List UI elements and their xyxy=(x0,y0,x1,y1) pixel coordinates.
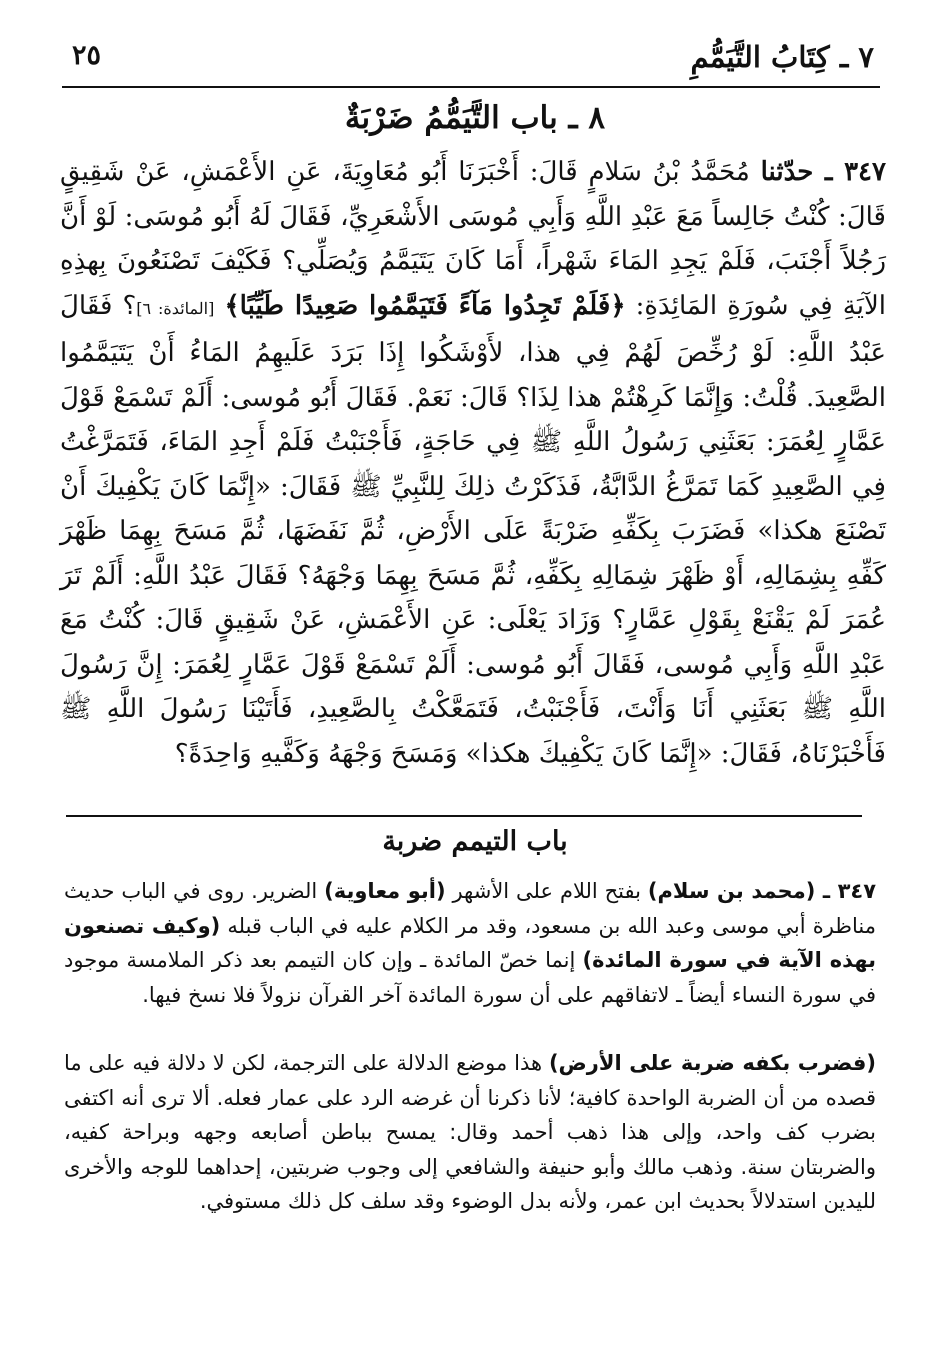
hadith-text xyxy=(60,150,886,776)
commentary-text: الضرير. روى في الباب حديث مناظرة أبي موسى وعبد الله بن مسعود، وقد مر الكلام عليه في الباب قبله xyxy=(64,879,876,938)
hadith-text-part-1: مُحَمَّدُ بْنُ سَلامٍ قَالَ: أَخْبَرَنَا أَبُو مُعَاوِيَةَ، عَنِ الأَعْمَشِ، عَنْ شَقِيقٍ قَالَ: كُنْتُ جَالِساً مَعَ عَبْدِ اللَّهِ وَأَبِي مُوسَى الأَشْعَرِيِّ، فَقَالَ لَهُ أَبُو مُوسَى: لَوْ أَنَّ رَجُلاً أَجْنَبَ، فَلَمْ يَجِدِ المَاءَ شَهْراً، أَمَا كَانَ يَتَيَمَّمُ وَيُصَلِّي؟ فَكَيْفَ تَصْنَعُونَ بِهذِهِ الآيَةِ فِي سُورَةِ المَائِدَةِ: xyxy=(60,157,886,321)
commentary-term: (وكيف تصنعون بهذه الآية في سورة المائدة) xyxy=(64,913,876,972)
commentary-heading: باب التيمم ضربة xyxy=(382,826,568,857)
commentary-paragraph-2 xyxy=(64,1046,876,1219)
divider xyxy=(66,815,862,817)
commentary-number: ٣٤٧ ـ (محمد بن سلام) xyxy=(647,879,877,903)
commentary-paragraph-1 xyxy=(64,874,876,1012)
chapter-heading: ٨ ـ باب التَّيَمُّمُ ضَرْبَةٌ xyxy=(344,100,606,136)
page-number: ٢٥ xyxy=(72,40,102,71)
verse-reference: [المائدة: ٦] xyxy=(136,298,215,318)
running-title: ٧ ـ كِتَابُ التَّيَمُّمِ xyxy=(690,40,874,74)
commentary-text: هذا موضع الدلالة على الترجمة، لكن لا دلالة فيه على ما قصده من أن الضربة الواحدة كافية؛ لأنا ذكرنا أن غرضه الرد على عمار فعله. ألا ترى أنه اكتفى بضرب كف واحد، وإلى هذا ذهب أحمد وقال: يمسح بباطن أصابعه وجهه وبراحة كفيه، والضربتان سنة. وذهب مالك وأبو حنيفة والشافعي إلى وجوب ضربتين، إحداهما للوجه والأخرى لليدين استدلالاً بحديث ابن عمر، ولأنه بدل الوضوء وقد سلف كل ذلك مستوفي. xyxy=(64,1051,876,1213)
hadith-text-part-2: ؟ فَقَالَ عَبْدُ اللَّهِ: لَوْ رُخِّصَ لَهُمْ فِي هذا، لأَوْشَكُوا إِذَا بَرَدَ عَلَيهِمُ المَاءُ أَنْ يَتَيَمَّمُوا الصَّعِيدَ. قُلْتُ: وَإِنَّمَا كَرِهْتُمْ هذا لِذَا؟ قَالَ: نَعَمْ. فَقَالَ أَبُو مُوسى: أَلَمْ تَسْمَعْ قَوْلَ عَمَّارٍ لِعُمَرَ: بَعَثَنِي رَسُولُ اللَّهِ ﷺ فِي حَاجَةٍ، فَأَجْنَبْتُ فَلَمْ أَجِدِ المَاءَ، فَتَمَرَّغْتُ فِي الصَّعِيدِ كَمَا تَمَرَّغُ الدَّابَّةُ، فَذَكَرْتُ ذلِكَ لِلنَّبِيِّ ﷺ فَقَالَ: «إِنَّمَا كَانَ يَكْفِيكَ أَنْ تَصْنَعَ هكذا» فَضَرَبَ بِكَفِّهِ ضَرْبَةً عَلَى الأَرْضِ، ثُمَّ نَفَضَهَا، ثُمَّ مَسَحَ بِهِمَا ظَهْرَ كَفِّهِ بِشِمَالِهِ، أَوْ ظَهْرَ شِمَالِهِ بِكَفِّهِ، ثُمَّ مَسَحَ بِهِمَا وَجْهَهُ؟ فَقَالَ عَبْدُ اللَّهِ: أَلَمْ تَرَ عُمَرَ لَمْ يَقْنَعْ بِقَوْلِ عَمَّارٍ؟ وَزَادَ يَعْلَى: عَنِ الأَعْمَشِ، عَنْ شَقِيقٍ قَالَ: كُنْتُ مَعَ عَبْدِ اللَّهِ وَأَبِي مُوسى، فَقَالَ أَبُو مُوسى: أَلَمْ تَسْمَعْ قَوْلَ عَمَّارٍ لِعُمَرَ: إِنَّ رَسُولَ اللَّهِ ﷺ بَعَثَنِي أَنَا وَأَنْتَ، فَأَجْنَبْتُ، فَتَمَعَّكْتُ بِالصَّعِيدِ، فَأَتَيْنَا رَسُولَ اللَّهِ ﷺ فَأَخْبَرْنَاهُ، فَقَالَ: «إِنَّمَا كَانَ يَكْفِيكَ هكذا» وَمَسَحَ وَجْهَهُ وَكَفَّيهِ وَاحِدَةً؟ xyxy=(60,290,886,769)
commentary-term: (أبو معاوية) xyxy=(324,879,446,903)
commentary-text: إنما خصّ المائدة ـ وإن كان التيمم بعد ذكر الملامسة موجود في سورة النساء أيضاً ـ لاتفاقهم على أن سورة المائدة آخر القرآن نزولاً فلا نسخ فيها. xyxy=(64,948,876,1007)
commentary-term: (فضرب بكفه ضربة على الأرض) xyxy=(548,1051,876,1075)
commentary-text: بفتح اللام على الأشهر xyxy=(445,879,648,903)
quran-verse: ﴿فَلَمْ تَجِدُوا مَآءً فَتَيَمَّمُوا صَعِيدًا طَيِّبًا﴾ xyxy=(224,290,626,321)
hadith-number: ٣٤٧ ـ حدّثنا xyxy=(760,157,886,187)
running-header xyxy=(62,40,880,88)
